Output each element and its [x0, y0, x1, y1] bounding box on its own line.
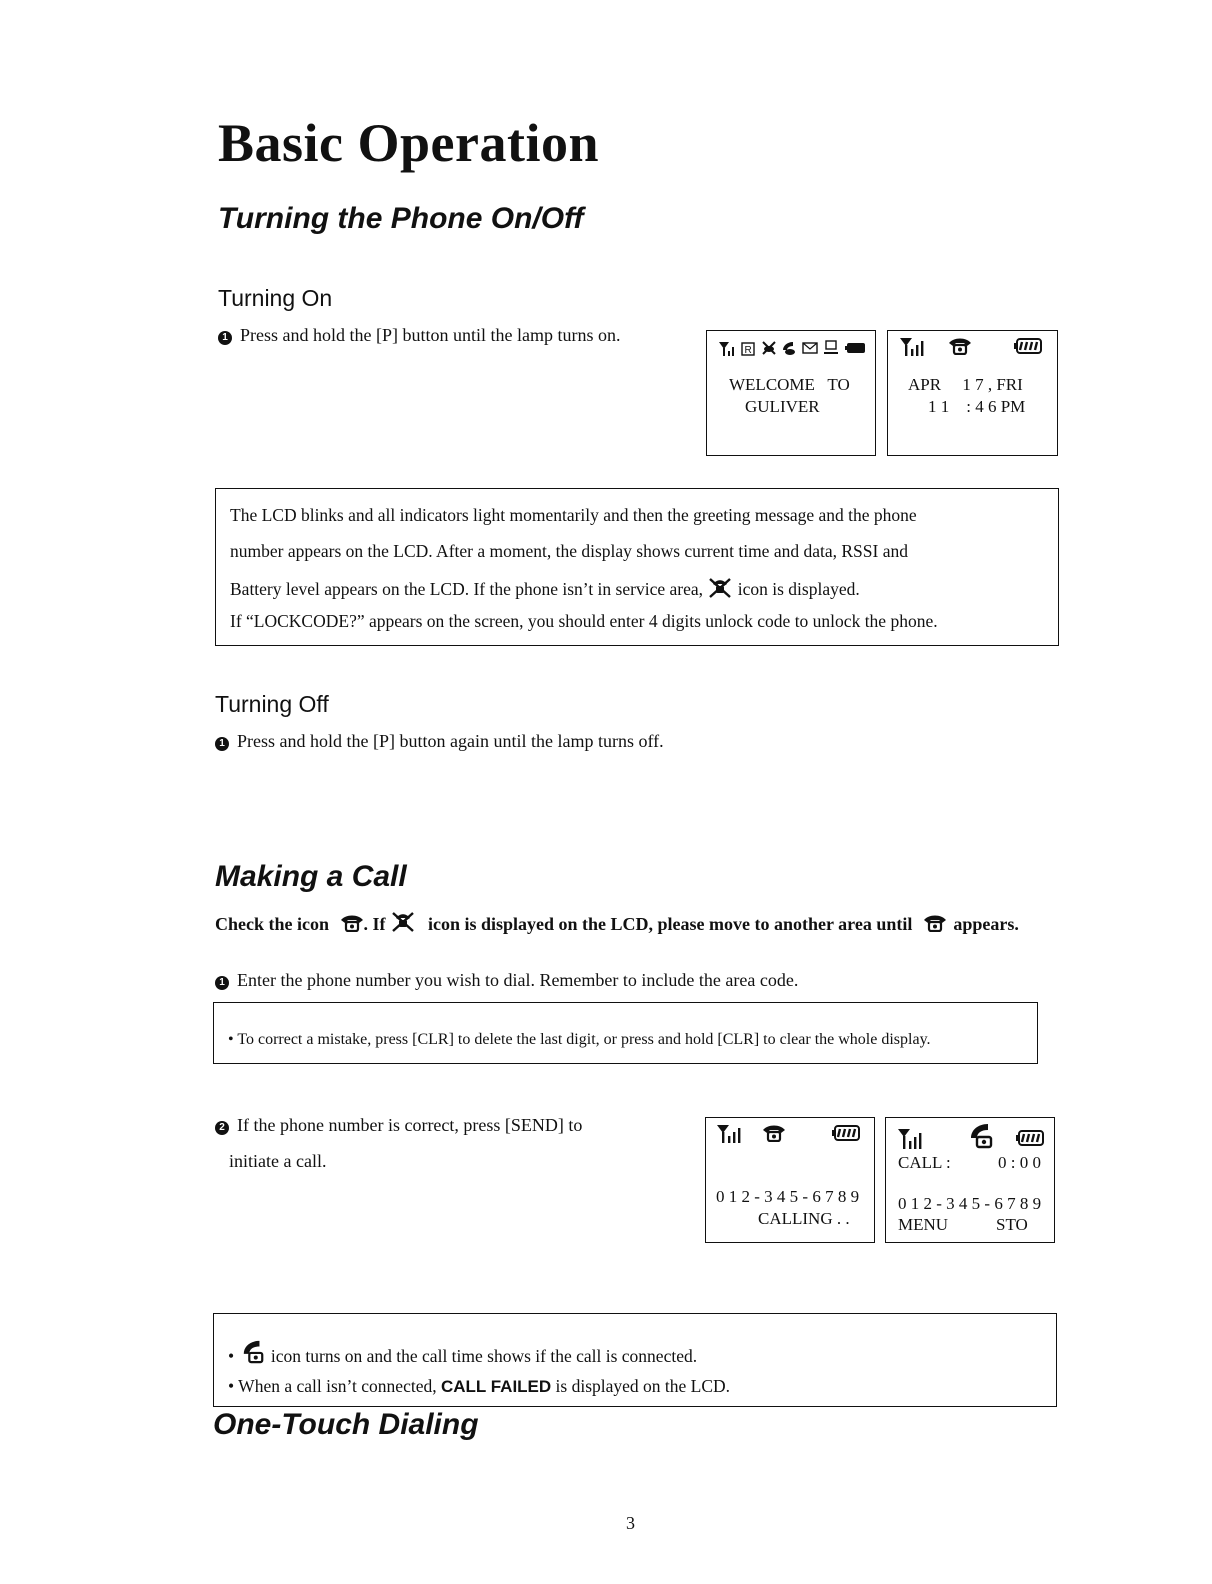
check-icon-instruction: Check the icon . If icon is displayed on the LCD, please move to another area until appears.: [215, 910, 1019, 935]
svg-text:R: R: [744, 345, 752, 356]
phone-icon: [340, 914, 364, 932]
no-service-icon: [709, 576, 731, 598]
subheading-turning-on: Turning On: [218, 285, 333, 311]
in-use-icon: [781, 340, 797, 356]
note-box-power: [215, 488, 1059, 646]
step-number-badge: 1: [218, 331, 232, 345]
battery-icon: [845, 342, 867, 354]
tip-text: • To correct a mistake, press [CLR] to delete the last digit, or press and hold [CLR] to clear the whole display.: [228, 1031, 931, 1048]
section-heading-call: Making a Call: [215, 860, 407, 893]
note-call-line-2: • When a call isn’t connected, CALL FAILED is displayed on the LCD.: [228, 1376, 731, 1396]
lcd-icon-row: [707, 337, 875, 359]
step-turning-off: [215, 731, 664, 752]
lcd-calling-number: 0 1 2 - 3 4 5 - 6 7 8 9: [716, 1187, 860, 1206]
note-line-1: The LCD blinks and all indicators light momentarily and then the greeting message and the phone: [230, 505, 917, 525]
message-icon: [802, 342, 818, 354]
lcd-softkey-sto: STO: [996, 1215, 1028, 1234]
no-service-icon: [392, 910, 414, 932]
note-box-call: [213, 1313, 1057, 1407]
subheading-turning-off: Turning Off: [215, 691, 329, 717]
note-line-2: number appears on the LCD. After a moment, the display shows current time and data, RSSI and: [230, 541, 908, 561]
call-failed-text: CALL FAILED: [440, 1377, 552, 1396]
roaming-icon: [741, 342, 755, 356]
note-line-3: Battery level appears on the LCD. If the phone isn’t in service area, icon is displayed.: [230, 576, 860, 600]
signal-icon: [719, 341, 737, 357]
page-title: Basic Operation: [218, 113, 599, 173]
battery-icon: [1014, 338, 1042, 354]
step-number-badge: 2: [215, 1121, 229, 1135]
lcd-date-line: APR 1 7 , FRI: [908, 375, 1023, 394]
section-heading-onetouch: One-Touch Dialing: [213, 1408, 479, 1441]
note-line-4: If “LOCKCODE?” appears on the screen, you should enter 4 digits unlock code to unlock the phone.: [230, 611, 938, 631]
step-number-badge: 1: [215, 976, 229, 990]
lcd-calling-status: CALLING . .: [758, 1209, 850, 1228]
lcd-datetime: [887, 330, 1058, 456]
section-heading-power: Turning the Phone On/Off: [218, 202, 584, 235]
lcd-welcome: [706, 330, 876, 456]
tip-box: [213, 1002, 1038, 1064]
step-text: Press and hold the [P] button until the lamp turns on.: [240, 325, 621, 345]
step-send: [215, 1115, 582, 1136]
phone-icon: [923, 914, 947, 932]
lcd-welcome-line2: GULIVER: [745, 397, 820, 416]
no-service-icon: [761, 340, 777, 356]
in-use-icon: [968, 1122, 994, 1150]
phone-icon: [948, 337, 972, 355]
signal-icon: [900, 337, 926, 357]
battery-icon: [1016, 1130, 1044, 1146]
lcd-connected: [885, 1117, 1055, 1243]
lcd-calling: [705, 1117, 875, 1243]
step-text: Press and hold the [P] button again until the lamp turns off.: [237, 731, 664, 751]
battery-icon: [832, 1125, 860, 1141]
step-text: If the phone number is correct, press [SEND] to: [237, 1115, 583, 1135]
step-send-line2: initiate a call.: [229, 1151, 327, 1171]
lcd-time-line: 1 1 : 4 6 PM: [928, 397, 1026, 416]
voicemail-icon: [824, 340, 838, 356]
step-text: Enter the phone number you wish to dial. Remember to include the area code.: [237, 970, 799, 990]
phone-icon: [762, 1124, 786, 1142]
note-call-line-1: • icon turns on and the call time shows if the call is connected.: [228, 1339, 697, 1367]
in-use-icon: [241, 1339, 265, 1365]
lcd-connected-number: 0 1 2 - 3 4 5 - 6 7 8 9: [898, 1194, 1042, 1213]
signal-icon: [717, 1124, 743, 1144]
step-number-badge: 1: [215, 737, 229, 751]
step-enter-number: [215, 970, 798, 991]
lcd-call-label: CALL :: [898, 1153, 951, 1172]
lcd-welcome-line1: WELCOME TO: [729, 375, 850, 394]
step-turning-on: [218, 325, 620, 346]
lcd-softkey-menu: MENU: [898, 1215, 949, 1234]
lcd-call-timer: 0 : 0 0: [998, 1153, 1041, 1172]
page-number: 3: [626, 1513, 635, 1533]
signal-icon: [898, 1128, 924, 1150]
